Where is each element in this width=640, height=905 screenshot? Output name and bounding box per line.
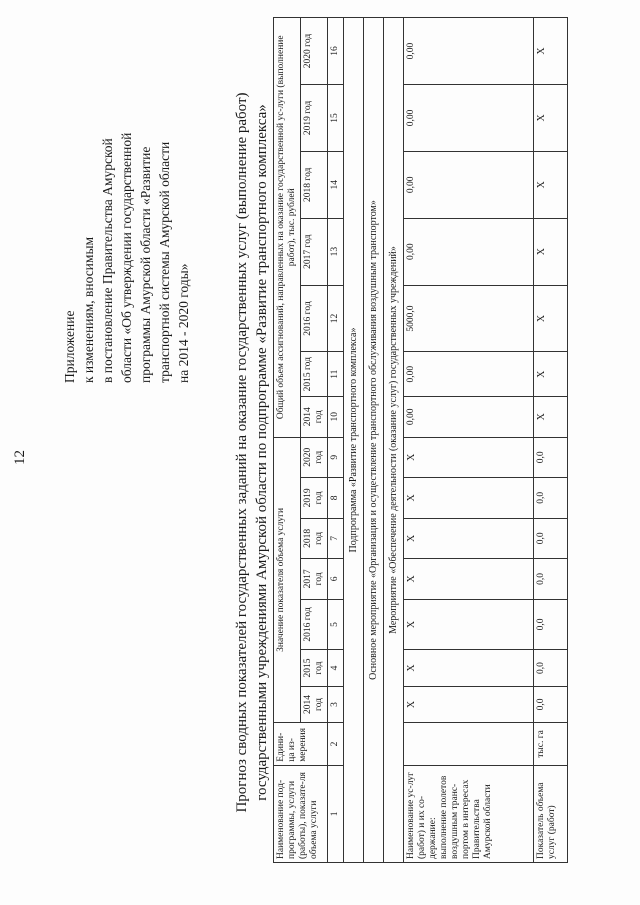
header-unit: Едини-ца из-мерения	[274, 723, 328, 766]
value-cell: 0,0	[534, 518, 568, 559]
value-cell: 0,0	[534, 559, 568, 600]
finance-cell: X	[534, 352, 568, 397]
appendix-line: области «Об утверждении государственной	[119, 132, 134, 383]
value-cell: 0,0	[534, 437, 568, 478]
header-indicator-group: Значение показателя объема услуги	[274, 437, 301, 723]
appendix-block	[60, 53, 193, 383]
value-cell: X	[404, 650, 534, 686]
event-row	[384, 18, 404, 863]
appendix-line: к изменениям, вносимым	[81, 236, 96, 383]
col-number: 5	[328, 599, 344, 650]
finance-cell: 5000,0	[404, 285, 534, 352]
header-finance-group: Общий объем ассигнований, направленных на оказание государственной ус-луги (выполнение работ), тыс. рублей	[274, 18, 301, 438]
column-number-row	[328, 18, 344, 863]
table-row	[534, 18, 568, 863]
col-number: 9	[328, 437, 344, 478]
row-unit	[404, 723, 534, 766]
col-number: 15	[328, 85, 344, 152]
finance-cell: X	[534, 18, 568, 85]
row-name: Показатель объема услуг (работ)	[534, 765, 568, 862]
finance-cell: 0,00	[404, 218, 534, 285]
header-year: 2018 год	[301, 518, 328, 559]
value-cell: X	[404, 559, 534, 600]
finance-cell: 0,00	[404, 352, 534, 397]
appendix-line: программы Амурской области «Развитие	[138, 146, 153, 383]
header-fin-year: 2018 год	[301, 151, 328, 218]
finance-cell: X	[534, 218, 568, 285]
value-cell: 0,0	[534, 599, 568, 650]
col-number: 1	[328, 765, 344, 862]
table-row	[404, 18, 534, 863]
header-year: 2020 год	[301, 437, 328, 478]
value-cell: X	[404, 599, 534, 650]
row-unit: тыс. га	[534, 723, 568, 766]
header-row-1	[274, 18, 301, 863]
value-cell: X	[404, 686, 534, 722]
page-number: 12	[12, 450, 28, 465]
header-year: 2019 год	[301, 478, 328, 519]
document-title-line-1: Прогноз сводных показателей государственных заданий на оказание государственных услуг (выполнение работ)	[234, 92, 250, 813]
finance-cell: 0,00	[404, 18, 534, 85]
col-number: 12	[328, 285, 344, 352]
value-cell: X	[404, 518, 534, 559]
header-name: Наименование под-программы, услуги (работы), показате-ля объема услуги	[274, 765, 328, 862]
appendix-line: на 2014 - 2020 годы»	[176, 263, 191, 383]
appendix-line: транспортной системы Амурской области	[157, 141, 172, 383]
value-cell: 0,0	[534, 686, 568, 722]
col-number: 10	[328, 397, 344, 438]
finance-cell: 0,00	[404, 151, 534, 218]
value-cell: 0,0	[534, 650, 568, 686]
main-event-title: Основное мероприятие «Организация и осуществление транспортного обслуживания воздушным транспортом»	[364, 18, 384, 863]
row-name: Наименование ус-луг (работ) и их со-держание: выполнение полетов воздушным транс-портом в интересах Правительства Амурской области	[404, 765, 534, 862]
header-fin-year: 2015 год	[301, 352, 328, 397]
finance-cell: 0,00	[404, 397, 534, 438]
col-number: 13	[328, 218, 344, 285]
header-year: 2015 год	[301, 650, 328, 686]
value-cell: X	[404, 437, 534, 478]
value-cell: X	[404, 478, 534, 519]
col-number: 8	[328, 478, 344, 519]
header-fin-year: 2014 год	[301, 397, 328, 438]
header-fin-year: 2016 год	[301, 285, 328, 352]
subprogram-row	[344, 18, 364, 863]
finance-cell: X	[534, 85, 568, 152]
header-year: 2017 год	[301, 559, 328, 600]
col-number: 16	[328, 18, 344, 85]
col-number: 11	[328, 352, 344, 397]
col-number: 3	[328, 686, 344, 722]
appendix-line: Приложение	[62, 310, 77, 383]
header-year: 2016 год	[301, 599, 328, 650]
forecast-table	[273, 17, 568, 863]
document-title-line-2: государственными учреждениями Амурской области по подпрограмме «Развитие транспортного комплекса»	[254, 104, 270, 801]
appendix-line: в постановление Правительства Амурской	[100, 138, 115, 383]
finance-cell: X	[534, 285, 568, 352]
col-number: 6	[328, 559, 344, 600]
finance-cell: X	[534, 397, 568, 438]
header-year: 2014 год	[301, 686, 328, 722]
header-fin-year: 2017 год	[301, 218, 328, 285]
header-fin-year: 2020 год	[301, 18, 328, 85]
col-number: 14	[328, 151, 344, 218]
main-event-row	[364, 18, 384, 863]
value-cell: 0,0	[534, 478, 568, 519]
subprogram-title: Подпрограмма «Развитие транспортного комплекса»	[344, 18, 364, 863]
finance-cell: 0,00	[404, 85, 534, 152]
finance-cell: X	[534, 151, 568, 218]
col-number: 4	[328, 650, 344, 686]
header-fin-year: 2019 год	[301, 85, 328, 152]
col-number: 7	[328, 518, 344, 559]
col-number: 2	[328, 723, 344, 766]
event-title: Мероприятие «Обеспечение деятельности (оказание услуг) государственных учреждений»	[384, 18, 404, 863]
